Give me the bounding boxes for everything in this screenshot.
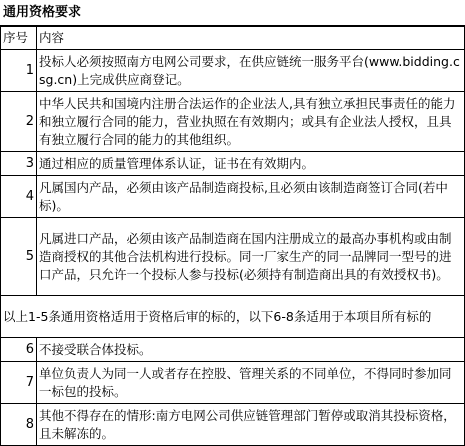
table-row — [1, 362, 465, 404]
row-text: 不接受联合体投标。 — [39, 341, 152, 357]
table-row — [1, 218, 465, 296]
row-text: 凡属国内产品，必须由该产品制造商投标,且必须由该制造商签订合同(若中标)。 — [39, 179, 448, 213]
table-header-row — [1, 27, 465, 50]
header-content: 内容 — [37, 27, 465, 50]
row-number: 4 — [1, 176, 37, 218]
row-number: 3 — [1, 152, 37, 176]
table-row — [1, 176, 465, 218]
row-text: 通过相应的质量管理体系认证，证书在有效期内。 — [39, 155, 315, 171]
row-text: 单位负责人为同一人或者存在控股、管理关系的不同单位，不得同时参加同一标包的投标。 — [39, 365, 452, 399]
table-row — [1, 152, 465, 176]
row-content — [37, 92, 465, 152]
requirements-table — [0, 26, 465, 446]
scope-note — [1, 296, 465, 338]
table-row — [1, 338, 465, 362]
row-content — [37, 152, 465, 176]
row-number: 2 — [1, 92, 37, 152]
header-no: 序号 — [1, 27, 37, 50]
row-text: 其他不得存在的情形:南方电网公司供应链管理部门暂停或取消其投标资格，且未解冻的。 — [39, 407, 456, 441]
scope-note-text: 以上1-5条通用资格适用于资格后审的标的，以下6-8条适用于本项目所有标的 — [3, 308, 432, 324]
row-number: 6 — [1, 338, 37, 362]
table-row — [1, 92, 465, 152]
section-title: 通用资格要求 — [0, 0, 465, 26]
table-row — [1, 404, 465, 446]
row-content — [37, 50, 465, 92]
row-content — [37, 362, 465, 404]
note-row — [1, 296, 465, 338]
row-number: 7 — [1, 362, 37, 404]
row-text: 凡属进口产品，必须由该产品制造商在国内注册成立的最高办事机构或由制造商授权的其他合法机构进行投标。同一厂家生产的同一品牌同一型号的进口产品，只允许一个投标人参与投标(必须持有制造商出具的有效授权书)。 — [39, 230, 452, 282]
row-number: 5 — [1, 218, 37, 296]
row-text: 中华人民共和国境内注册合法运作的企业法人,具有独立承担民事责任的能力和独立履行合同的能力，营业执照在有效期内；或具有企业法人授权，且具有独立履行合同的能力的其他组织。 — [39, 95, 456, 147]
row-number: 1 — [1, 50, 37, 92]
row-content — [37, 338, 465, 362]
row-content — [37, 176, 465, 218]
row-content — [37, 218, 465, 296]
row-text: 投标人必须按照南方电网公司要求，在供应链统一服务平台(www.bidding.csg.cn)上完成供应商登记。 — [39, 53, 460, 87]
table-row — [1, 50, 465, 92]
row-content — [37, 404, 465, 446]
row-number: 8 — [1, 404, 37, 446]
